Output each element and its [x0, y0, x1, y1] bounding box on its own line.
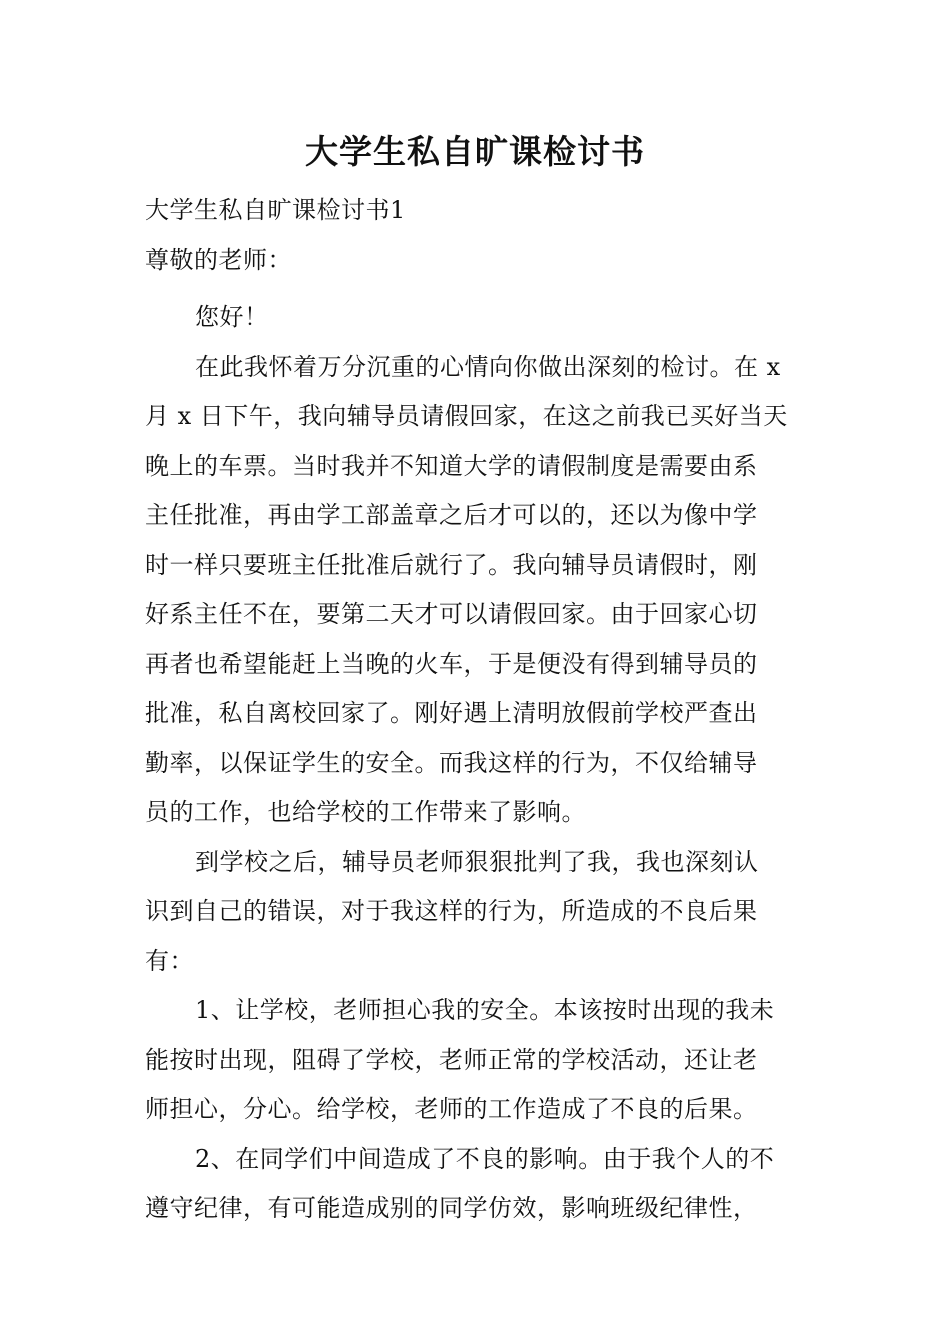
paragraph-line: 2、在同学们中间造成了不良的影响。由于我个人的不 [195, 1144, 775, 1173]
paragraph [145, 838, 805, 987]
paragraph-line: 批准，私自离校回家了。刚好遇上清明放假前学校严查出 [145, 699, 758, 727]
paragraph-line: 有： [145, 946, 194, 975]
paragraph-line: 勤率，以保证学生的安全。而我这样的行为，不仅给辅导 [145, 748, 758, 777]
paragraph-line: 员的工作，也给学校的工作带来了影响。 [145, 798, 586, 826]
body-text [145, 343, 805, 1234]
paragraph [145, 1135, 805, 1234]
document-subtitle: 大学生私自旷课检讨书1 [145, 196, 406, 224]
paragraph-line: 在此我怀着万分沉重的心情向你做出深刻的检讨。在 x [195, 352, 781, 381]
paragraph-line: 遵守纪律，有可能造成别的同学仿效，影响班级纪律性， [145, 1194, 758, 1222]
paragraph-line: 主任批准，再由学工部盖章之后才可以的，还以为像中学 [145, 501, 758, 529]
salutation: 尊敬的老师： [145, 245, 292, 274]
paragraph-line: 1、让学校，老师担心我的安全。本该按时出现的我未 [195, 996, 775, 1024]
paragraph-line: 识到自己的错误，对于我这样的行为，所造成的不良后果 [145, 897, 758, 925]
paragraph-line: 晚上的车票。当时我并不知道大学的请假制度是需要由系 [145, 451, 758, 480]
paragraph-line: 到学校之后，辅导员老师狠狠批判了我，我也深刻认 [195, 847, 759, 876]
document-title: 大学生私自旷课检讨书 [305, 132, 645, 171]
paragraph-line: 月 x 日下午，我向辅导员请假回家，在这之前我已买好当天 [145, 402, 788, 430]
paragraph [145, 986, 805, 1135]
paragraph-line: 能按时出现，阻碍了学校，老师正常的学校活动，还让老 [145, 1045, 758, 1074]
greeting: 您好！ [195, 303, 269, 331]
paragraph-line: 师担心，分心。给学校，老师的工作造成了不良的后果。 [145, 1095, 758, 1123]
paragraph-line: 好系主任不在，要第二天才可以请假回家。由于回家心切 [145, 600, 758, 628]
paragraph-line: 再者也希望能赶上当晚的火车，于是便没有得到辅导员的 [145, 649, 758, 678]
paragraph-line: 时一样只要班主任批准后就行了。我向辅导员请假时，刚 [145, 550, 758, 579]
paragraph [145, 343, 805, 838]
